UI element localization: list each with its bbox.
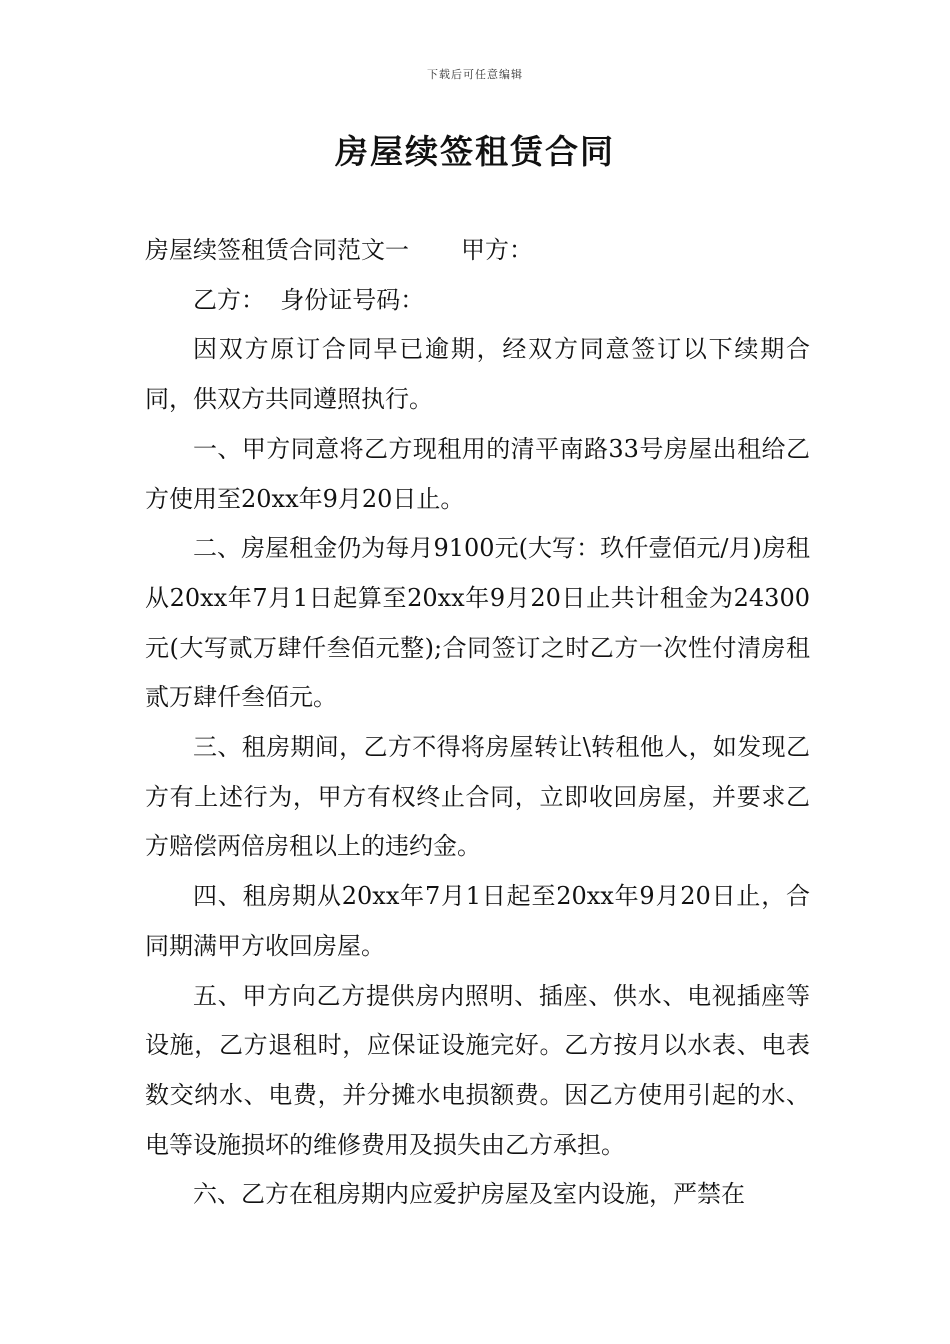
party-a-label: 甲方： [461,236,533,264]
document-body [145,226,810,1220]
paragraph-clause-4: 四、租房期从20xx年7月1日起至20xx年9月20日止，合同期满甲方收回房屋。 [145,882,810,960]
paragraph-preamble: 因双方原订合同早已逾期，经双方同意签订以下续期合同，供双方共同遵照执行。 [145,335,810,414]
document-title: 房屋续签租赁合同 [335,132,615,171]
party-b-line: 乙方： 身份证号码： [193,285,425,314]
paragraph-clause-6: 六、乙方在租房期内应爱护房屋及室内设施，严禁在 [193,1180,745,1209]
paragraph-clause-1: 一、甲方同意将乙方现租用的清平南路33号房屋出租给乙方使用至20xx年9月20日止。 [145,434,810,513]
header-note: 下载后可任意编辑 [427,68,523,81]
intro-line [145,226,810,276]
paragraph-clause-2: 二、房屋租金仍为每月9100元(大写：玖仟壹佰元/月)房租从20xx年7月1日起算至20xx年9月20日止共计租金为24300元(大写贰万肆仟叁佰元整);合同签订之时乙方一次性付清房租贰万肆仟叁佰元。 [145,534,810,712]
paragraph-clause-5: 五、甲方向乙方提供房内照明、插座、供水、电视插座等设施，乙方退租时，应保证设施完好。乙方按月以水表、电表数交纳水、电费，并分摊水电损额费。因乙方使用引起的水、电等设施损坏的维修费用及损失由乙方承担。 [145,981,810,1159]
intro-label: 房屋续签租赁合同范文一 [145,236,409,264]
paragraph-clause-3: 三、租房期间，乙方不得将房屋转让\转租他人，如发现乙方有上述行为，甲方有权终止合同，立即收回房屋，并要求乙方赔偿两倍房租以上的违约金。 [145,733,810,861]
